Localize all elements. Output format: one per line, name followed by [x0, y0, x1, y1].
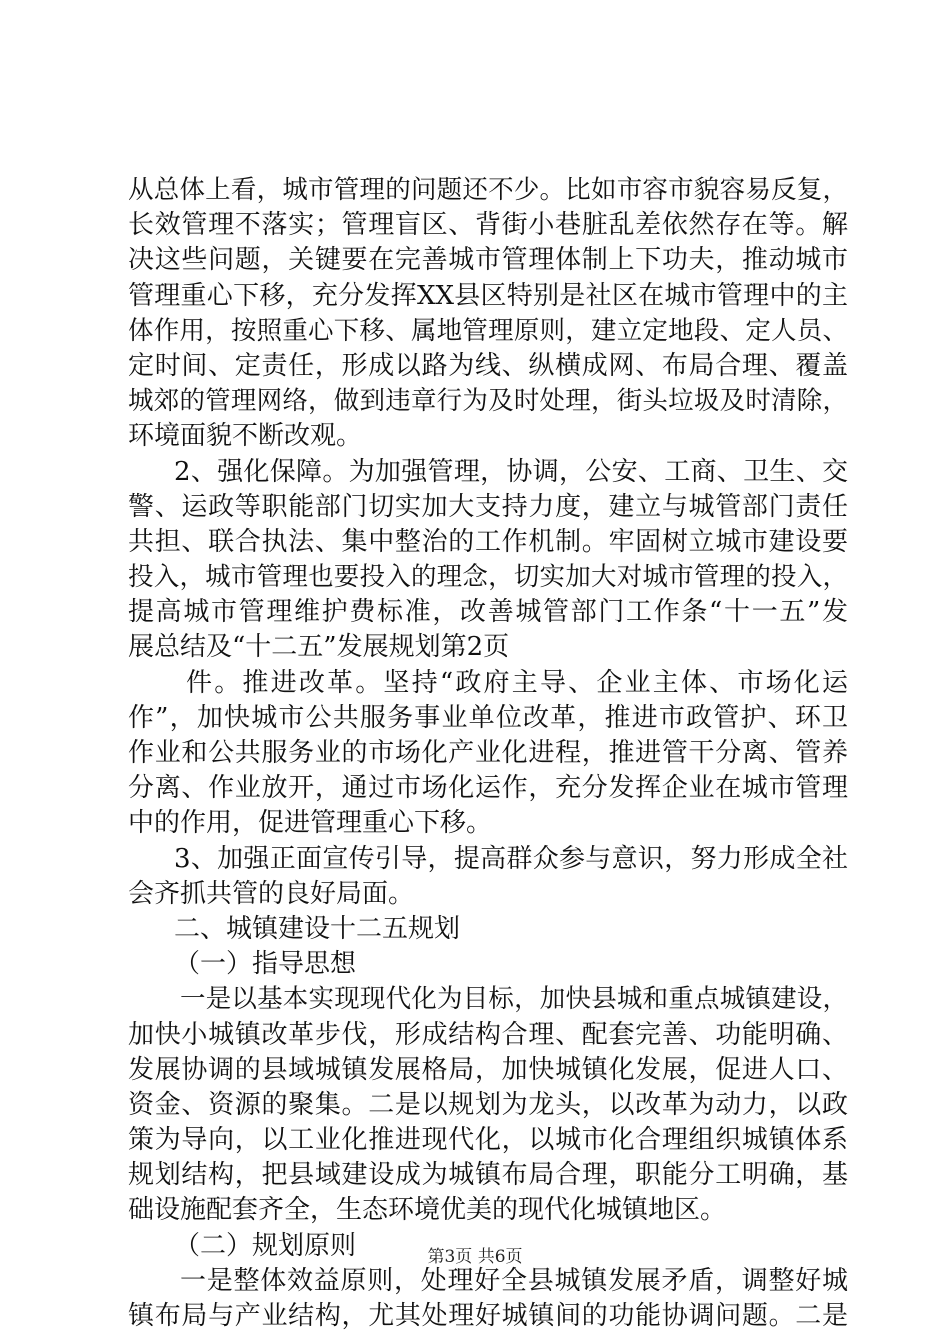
text-line: 一是整体效益原则，处理好全县城镇发展矛盾，调整好城	[180, 1265, 848, 1296]
text-line: 作业和公共服务业的市场化产业化进程，推进管干分离、管养	[128, 738, 848, 768]
text-line: 会齐抓共管的良好局面。	[128, 878, 415, 909]
text-line: 件。推进改革。坚持“政府主导、企业主体、市场化运	[186, 667, 848, 698]
text-line: 决这些问题，关键要在完善城市管理体制上下功夫，推动城市	[128, 245, 848, 276]
text-line: （二）规划原则	[174, 1230, 357, 1261]
text-line: 镇布局与产业结构，尤其处理好城镇间的功能协调问题。二是	[128, 1301, 848, 1331]
text-line: 3、加强正面宣传引导，提高群众参与意识，努力形成全社	[174, 843, 848, 874]
text-line: 规划结构，把县域建设成为城镇布局合理，职能分工明确，基	[128, 1160, 848, 1191]
text-line: 一是以基本实现现代化为目标，加快县城和重点城镇建设，	[180, 984, 848, 1015]
text-line: 资金、资源的聚集。二是以规划为龙头，以改革为动力，以政	[128, 1089, 848, 1120]
text-line: 投入，城市管理也要投入的理念，切实加大对城市管理的投入，	[128, 562, 848, 593]
text-line: 从总体上看，城市管理的问题还不少。比如市容市貌容易反复，	[128, 175, 848, 205]
text-line: 中的作用，促进管理重心下移。	[128, 808, 493, 839]
text-line: 警、运政等职能部门切实加大支持力度，建立与城管部门责任	[128, 491, 848, 522]
document-body	[128, 173, 848, 1334]
text-line: 策为导向，以工业化推进现代化，以城市化合理组织城镇体系	[128, 1125, 848, 1156]
text-line: 管理重心下移，充分发挥XX县区特别是社区在城市管理中的主	[128, 280, 848, 311]
text-line: 定时间、定责任，形成以路为线、纵横成网、布局合理、覆盖	[128, 350, 848, 381]
text-line: 提高城市管理维护费标准，改善城管部门工作条“十一五”发	[128, 597, 848, 628]
text-line: 分离、作业放开，通过市场化运作，充分发挥企业在城市管理	[128, 773, 848, 804]
text-line: 作”，加快城市公共服务事业单位改革，推进市政管护、环卫	[128, 702, 848, 733]
text-line: 共担、联合执法、集中整治的工作机制。牢固树立城市建设要	[128, 526, 848, 557]
text-line: 城郊的管理网络，做到违章行为及时处理，街头垃圾及时清除，	[128, 386, 848, 417]
text-line: 长效管理不落实；管理盲区、背街小巷脏乱差依然存在等。解	[128, 210, 848, 241]
text-line: 加快小城镇改革步伐，形成结构合理、配套完善、功能明确、	[128, 1019, 848, 1050]
page-number: 第3页 共6页	[427, 1247, 523, 1267]
page-footer	[0, 1242, 950, 1267]
text-line: 环境面貌不断改观。	[128, 421, 363, 452]
text-line: 体作用，按照重心下移、属地管理原则，建立定地段、定人员、	[128, 315, 848, 346]
text-line: 础设施配套齐全，生态环境优美的现代化城镇地区。	[128, 1195, 727, 1226]
text-line: 2、强化保障。为加强管理，协调，公安、工商、卫生、交	[174, 456, 848, 487]
text-line: 展总结及“十二五”发展规划第2页	[128, 632, 510, 663]
text-line: 二、城镇建设十二五规划	[174, 913, 461, 944]
text-line: （一）指导思想	[174, 949, 357, 980]
text-line: 发展协调的县域城镇发展格局，加快城镇化发展，促进人口、	[128, 1054, 848, 1085]
